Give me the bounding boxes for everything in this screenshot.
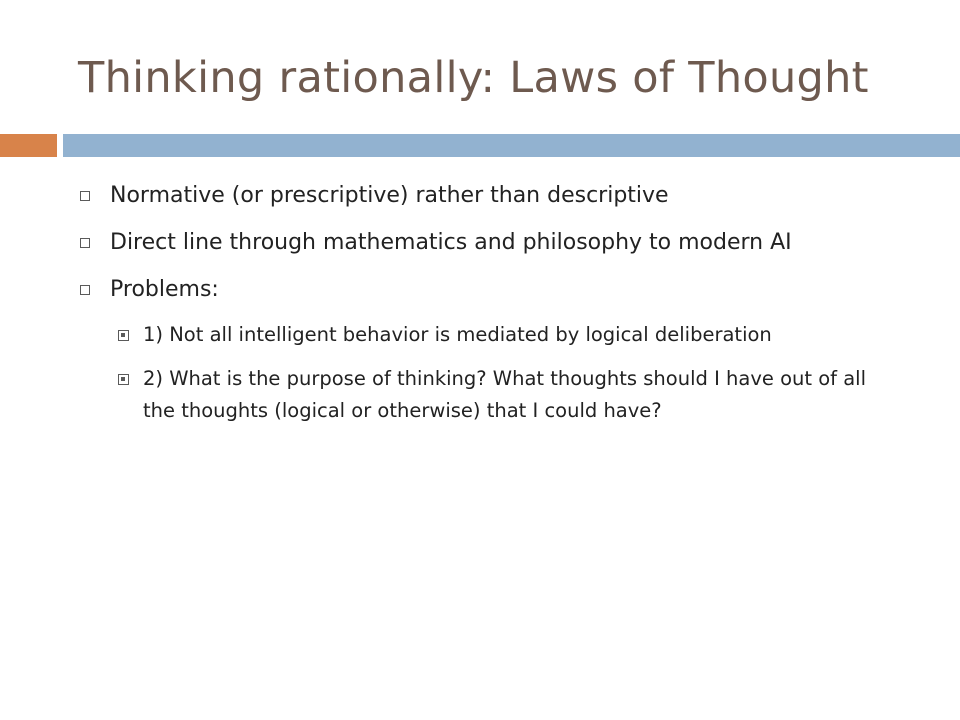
bullet-item	[80, 272, 900, 307]
hollow-square-bullet-icon	[80, 285, 90, 295]
slide-body	[80, 178, 900, 439]
title-rule-bar	[63, 134, 960, 157]
filled-square-bullet-icon	[118, 330, 129, 341]
slide-title: Thinking rationally: Laws of Thought	[78, 53, 869, 103]
hollow-square-bullet-icon	[80, 191, 90, 201]
bullet-text: Problems:	[110, 277, 219, 302]
bullet-item	[80, 225, 900, 260]
sub-bullet-text: 2) What is the purpose of thinking? What thoughts should I have out of all the thoughts (logical or otherwise) that I could have?	[143, 367, 866, 422]
bullet-item	[80, 178, 900, 213]
sub-bullet-item	[80, 319, 900, 351]
filled-square-bullet-icon	[118, 374, 129, 385]
title-rule-accent	[0, 134, 57, 157]
bullet-text: Direct line through mathematics and philosophy to modern AI	[110, 230, 792, 255]
sub-bullet-text: 1) Not all intelligent behavior is mediated by logical deliberation	[143, 323, 772, 346]
sub-bullet-item	[80, 363, 900, 427]
hollow-square-bullet-icon	[80, 238, 90, 248]
bullet-text: Normative (or prescriptive) rather than descriptive	[110, 183, 669, 208]
